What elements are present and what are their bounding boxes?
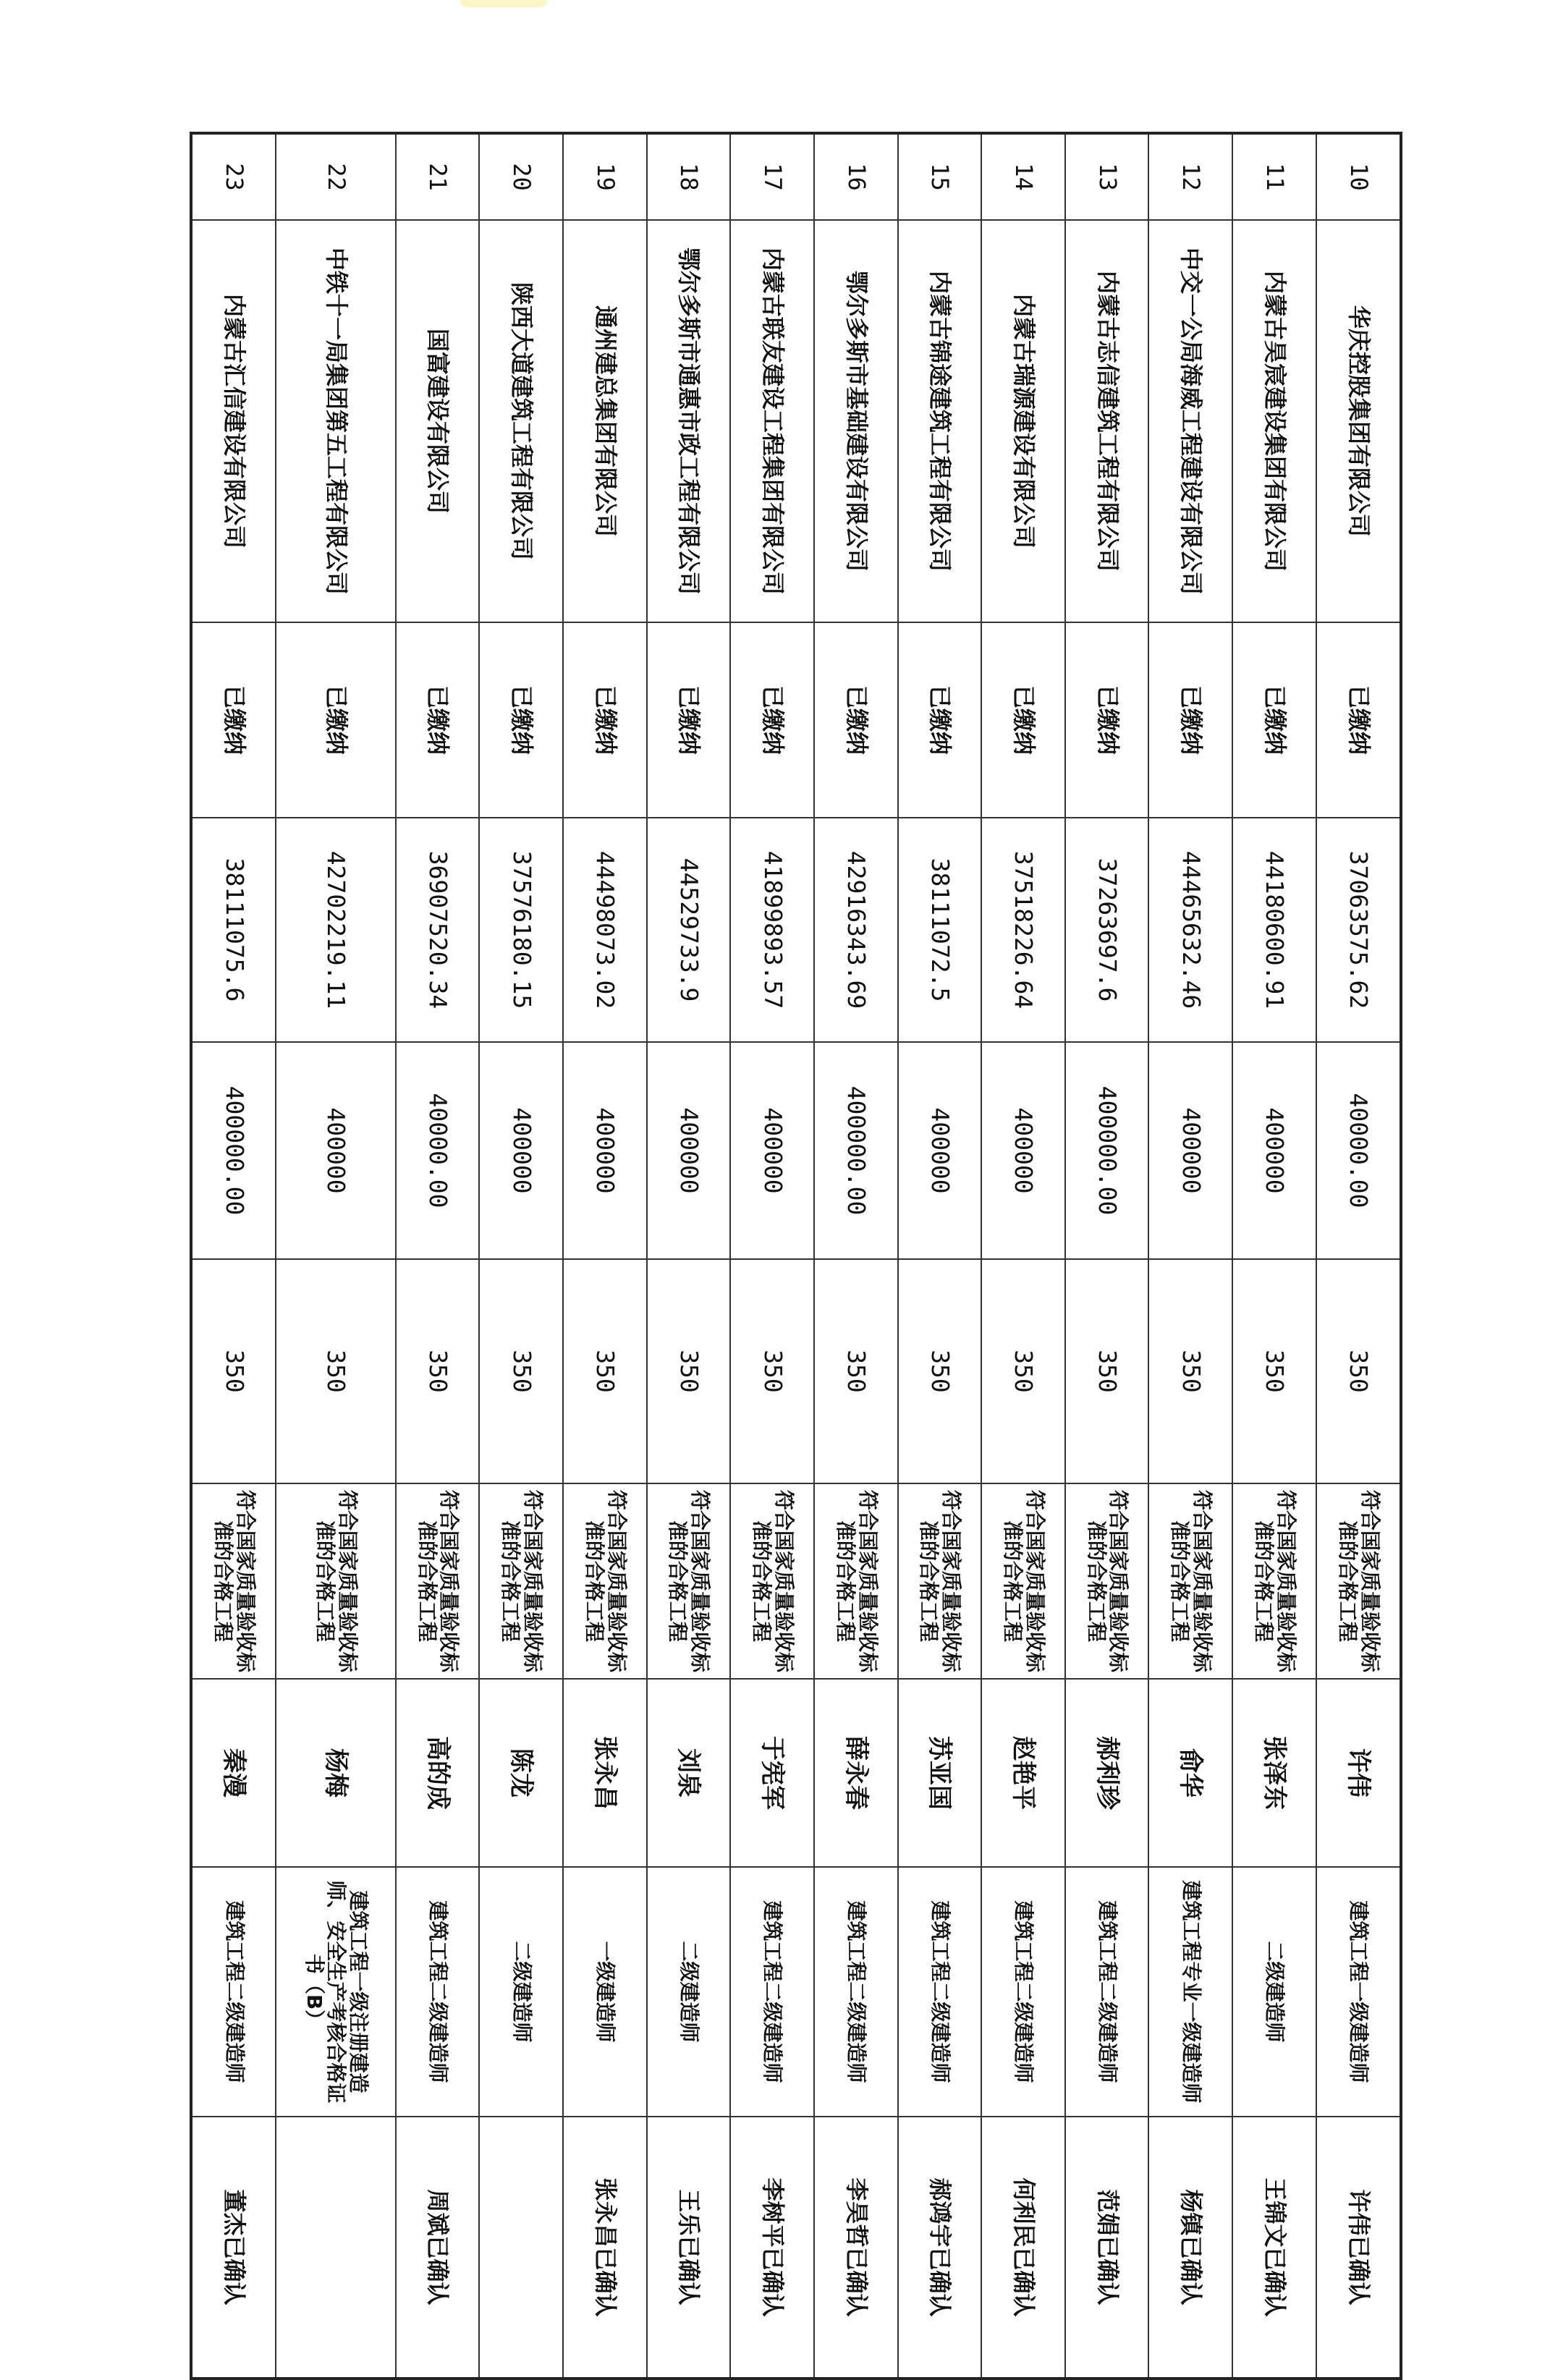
row-index: 23 xyxy=(191,133,276,220)
payment-status: 已缴纳 xyxy=(1316,622,1401,818)
row-index: 19 xyxy=(563,133,647,220)
quality-standard: 符合国家质量验收标准的合格工程 xyxy=(1316,1483,1401,1679)
construction-days: 350 xyxy=(1065,1259,1149,1483)
project-manager: 俞华 xyxy=(1148,1679,1232,1867)
deposit-amount: 400000 xyxy=(981,1042,1065,1259)
quality-standard: 符合国家质量验收标准的合格工程 xyxy=(1148,1483,1232,1679)
qualification: 建筑工程二级建造师 xyxy=(730,1867,814,2117)
company-name: 内蒙古汇信建设有限公司 xyxy=(191,220,276,622)
company-name: 鄂尔多斯市基础建设有限公司 xyxy=(814,220,898,622)
row-index: 21 xyxy=(396,133,480,220)
company-name: 陕西大道建筑工程有限公司 xyxy=(479,220,563,622)
table-row xyxy=(1316,133,1401,2379)
bid-amount: 38111075.6 xyxy=(191,818,276,1042)
table-row xyxy=(814,133,898,2379)
company-name: 中交一公局海威工程建设有限公司 xyxy=(1148,220,1232,622)
deposit-amount: 400000 xyxy=(647,1042,731,1259)
confirmation-status: 何利民已确认 xyxy=(981,2117,1065,2379)
payment-status: 已缴纳 xyxy=(479,622,563,818)
scan-artifact xyxy=(460,0,547,7)
table-row xyxy=(276,133,395,2379)
confirmation-status xyxy=(276,2117,395,2379)
project-manager: 赵艳平 xyxy=(981,1679,1065,1867)
qualification: 二级建造师 xyxy=(479,1867,563,2117)
confirmation-status: 王乐已确认 xyxy=(647,2117,731,2379)
bid-amount: 44180600.91 xyxy=(1232,818,1316,1042)
quality-standard: 符合国家质量验收标准的合格工程 xyxy=(730,1483,814,1679)
payment-status: 已缴纳 xyxy=(647,622,731,818)
construction-days: 350 xyxy=(1148,1259,1232,1483)
qualification: 建筑工程二级建造师 xyxy=(981,1867,1065,2117)
row-index: 11 xyxy=(1232,133,1316,220)
construction-days: 350 xyxy=(191,1259,276,1483)
row-index: 22 xyxy=(276,133,395,220)
payment-status: 已缴纳 xyxy=(1148,622,1232,818)
deposit-amount: 400000 xyxy=(1148,1042,1232,1259)
qualification: 建筑工程二级建造师 xyxy=(1065,1867,1149,2117)
quality-standard: 符合国家质量验收标准的合格工程 xyxy=(1232,1483,1316,1679)
row-index: 15 xyxy=(898,133,982,220)
bid-amount: 42702219.11 xyxy=(276,818,395,1042)
payment-status: 已缴纳 xyxy=(276,622,395,818)
quality-standard: 符合国家质量验收标准的合格工程 xyxy=(479,1483,563,1679)
rotated-page xyxy=(190,132,1402,2317)
construction-days: 350 xyxy=(814,1259,898,1483)
project-manager: 苏亚国 xyxy=(898,1679,982,1867)
deposit-amount: 400000 xyxy=(276,1042,395,1259)
table-body xyxy=(191,133,1401,2379)
bid-amount: 44465632.46 xyxy=(1148,818,1232,1042)
deposit-amount: 400000 xyxy=(1232,1042,1316,1259)
payment-status: 已缴纳 xyxy=(1065,622,1149,818)
bid-amount: 37518226.64 xyxy=(981,818,1065,1042)
row-index: 13 xyxy=(1065,133,1149,220)
project-manager: 刘泉 xyxy=(647,1679,731,1867)
confirmation-status xyxy=(479,2117,563,2379)
row-index: 20 xyxy=(479,133,563,220)
table-row xyxy=(396,133,480,2379)
project-manager: 杨梅 xyxy=(276,1679,395,1867)
payment-status: 已缴纳 xyxy=(730,622,814,818)
project-manager: 于宪军 xyxy=(730,1679,814,1867)
company-name: 国富建设有限公司 xyxy=(396,220,480,622)
bid-amount: 37063575.62 xyxy=(1316,818,1401,1042)
table-row xyxy=(898,133,982,2379)
confirmation-status: 王锦文已确认 xyxy=(1232,2117,1316,2379)
qualification: 二级建造师 xyxy=(1232,1867,1316,2117)
payment-status: 已缴纳 xyxy=(396,622,480,818)
project-manager: 张永昌 xyxy=(563,1679,647,1867)
project-manager: 陈龙 xyxy=(479,1679,563,1867)
row-index: 17 xyxy=(730,133,814,220)
construction-days: 350 xyxy=(730,1259,814,1483)
construction-days: 350 xyxy=(479,1259,563,1483)
project-manager: 薛永春 xyxy=(814,1679,898,1867)
payment-status: 已缴纳 xyxy=(563,622,647,818)
quality-standard: 符合国家质量验收标准的合格工程 xyxy=(898,1483,982,1679)
company-name: 内蒙古联友建设工程集团有限公司 xyxy=(730,220,814,622)
bid-amount: 44498073.02 xyxy=(563,818,647,1042)
quality-standard: 符合国家质量验收标准的合格工程 xyxy=(814,1483,898,1679)
table-row xyxy=(1148,133,1232,2379)
company-name: 内蒙古瑞源建设有限公司 xyxy=(981,220,1065,622)
confirmation-status: 杨镇已确认 xyxy=(1148,2117,1232,2379)
quality-standard: 符合国家质量验收标准的合格工程 xyxy=(563,1483,647,1679)
qualification: 建筑工程专业一级建造师 xyxy=(1148,1867,1232,2117)
company-name: 内蒙古志信建筑工程有限公司 xyxy=(1065,220,1149,622)
payment-status: 已缴纳 xyxy=(1232,622,1316,818)
quality-standard: 符合国家质量验收标准的合格工程 xyxy=(981,1483,1065,1679)
deposit-amount: 400000 xyxy=(730,1042,814,1259)
bid-amount: 42916343.69 xyxy=(814,818,898,1042)
deposit-amount: 400000.00 xyxy=(814,1042,898,1259)
bid-amount: 36907520.34 xyxy=(396,818,480,1042)
qualification: 一级建造师 xyxy=(563,1867,647,2117)
project-manager: 秦漫 xyxy=(191,1679,276,1867)
row-index: 14 xyxy=(981,133,1065,220)
table-row xyxy=(647,133,731,2379)
payment-status: 已缴纳 xyxy=(898,622,982,818)
company-name: 通州建总集团有限公司 xyxy=(563,220,647,622)
row-index: 18 xyxy=(647,133,731,220)
quality-standard: 符合国家质量验收标准的合格工程 xyxy=(276,1483,395,1679)
project-manager: 张泽东 xyxy=(1232,1679,1316,1867)
construction-days: 350 xyxy=(1316,1259,1401,1483)
confirmation-status: 周斌已确认 xyxy=(396,2117,480,2379)
quality-standard: 符合国家质量验收标准的合格工程 xyxy=(647,1483,731,1679)
construction-days: 350 xyxy=(898,1259,982,1483)
construction-days: 350 xyxy=(563,1259,647,1483)
table-row xyxy=(1232,133,1316,2379)
deposit-amount: 400000 xyxy=(563,1042,647,1259)
table-row xyxy=(563,133,647,2379)
qualification: 建筑工程二级建造师 xyxy=(898,1867,982,2117)
row-index: 10 xyxy=(1316,133,1401,220)
confirmation-status: 张永昌已确认 xyxy=(563,2117,647,2379)
deposit-amount: 400000 xyxy=(898,1042,982,1259)
construction-days: 350 xyxy=(276,1259,395,1483)
payment-status: 已缴纳 xyxy=(981,622,1065,818)
quality-standard: 符合国家质量验收标准的合格工程 xyxy=(396,1483,480,1679)
qualification: 建筑工程一级注册建造师、安全生产考核合格证书（B） xyxy=(276,1867,395,2117)
confirmation-status: 董杰已确认 xyxy=(191,2117,276,2379)
table-row xyxy=(479,133,563,2379)
bid-results-table xyxy=(190,132,1402,2380)
deposit-amount: 40000.00 xyxy=(396,1042,480,1259)
table-row xyxy=(981,133,1065,2379)
deposit-amount: 400000.00 xyxy=(191,1042,276,1259)
project-manager: 郝利珍 xyxy=(1065,1679,1149,1867)
row-index: 12 xyxy=(1148,133,1232,220)
bid-amount: 41899893.57 xyxy=(730,818,814,1042)
qualification: 建筑工程一级建造师 xyxy=(1316,1867,1401,2117)
company-name: 中铁十一局集团第五工程有限公司 xyxy=(276,220,395,622)
table-row xyxy=(191,133,276,2379)
bid-amount: 37576180.15 xyxy=(479,818,563,1042)
qualification: 建筑工程二级建造师 xyxy=(814,1867,898,2117)
confirmation-status: 许伟已确认 xyxy=(1316,2117,1401,2379)
company-name: 华庆控股集团有限公司 xyxy=(1316,220,1401,622)
table-row xyxy=(1065,133,1149,2379)
payment-status: 已缴纳 xyxy=(191,622,276,818)
row-index: 16 xyxy=(814,133,898,220)
project-manager: 许伟 xyxy=(1316,1679,1401,1867)
construction-days: 350 xyxy=(981,1259,1065,1483)
construction-days: 350 xyxy=(1232,1259,1316,1483)
qualification: 二级建造师 xyxy=(647,1867,731,2117)
deposit-amount: 40000.00 xyxy=(1316,1042,1401,1259)
qualification: 建筑工程二级建造师 xyxy=(191,1867,276,2117)
payment-status: 已缴纳 xyxy=(814,622,898,818)
construction-days: 350 xyxy=(396,1259,480,1483)
bid-amount: 37263697.6 xyxy=(1065,818,1149,1042)
company-name: 鄂尔多斯市通惠市政工程有限公司 xyxy=(647,220,731,622)
quality-standard: 符合国家质量验收标准的合格工程 xyxy=(191,1483,276,1679)
bid-amount: 38111072.5 xyxy=(898,818,982,1042)
deposit-amount: 400000 xyxy=(479,1042,563,1259)
company-name: 内蒙古昊宸建设集团有限公司 xyxy=(1232,220,1316,622)
confirmation-status: 李昊哲已确认 xyxy=(814,2117,898,2379)
confirmation-status: 李树平已确认 xyxy=(730,2117,814,2379)
bid-amount: 44529733.9 xyxy=(647,818,731,1042)
qualification: 建筑工程二级建造师 xyxy=(396,1867,480,2117)
confirmation-status: 郝鸿宇已确认 xyxy=(898,2117,982,2379)
project-manager: 高的成 xyxy=(396,1679,480,1867)
deposit-amount: 400000.00 xyxy=(1065,1042,1149,1259)
quality-standard: 符合国家质量验收标准的合格工程 xyxy=(1065,1483,1149,1679)
confirmation-status: 范娟已确认 xyxy=(1065,2117,1149,2379)
table-row xyxy=(730,133,814,2379)
company-name: 内蒙古锦途建筑工程有限公司 xyxy=(898,220,982,622)
construction-days: 350 xyxy=(647,1259,731,1483)
